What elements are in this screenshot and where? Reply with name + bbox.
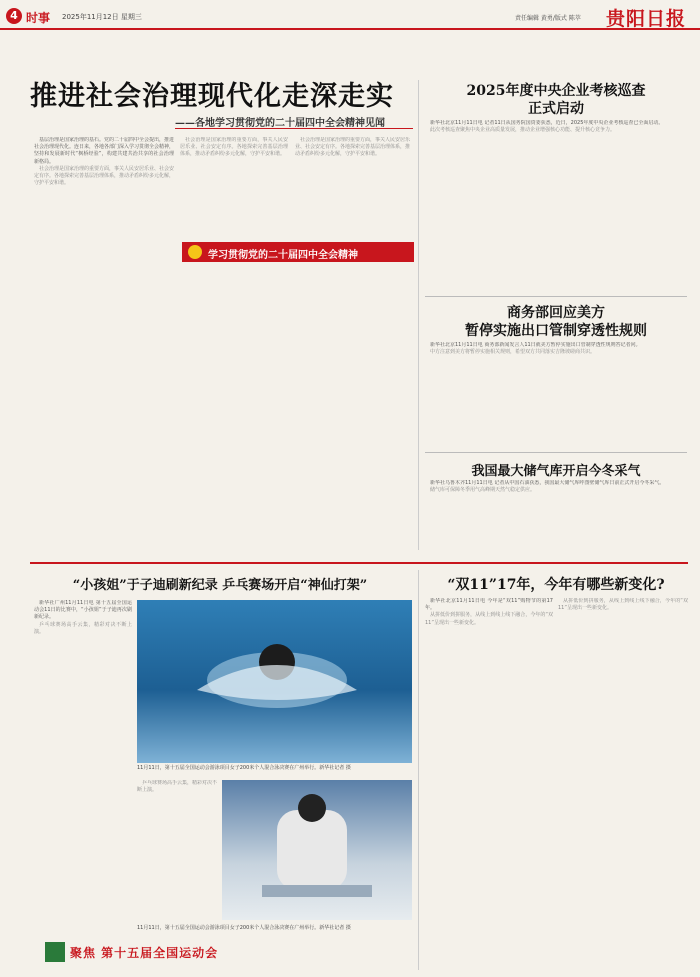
games-emblem-icon [45, 942, 65, 962]
storage-headline: 我国最大储气库开启今冬采气 [471, 464, 641, 479]
games-banner [45, 940, 235, 962]
double11-body-1: 新华社北京11月11日电 今年是“双11”购物节的第17年。 从拼低价到拼服务，从线上到线上线下融合，今年的“双11”呈现出一些新变化。 [425, 598, 553, 626]
swimming-photo [137, 600, 412, 763]
page-number: 4 [6, 8, 22, 24]
storage-body: 新华社乌鲁木齐11月11日电 记者从中国石油获悉，我国最大储气库呼图壁储气库日前正式开启今冬采气。 储气库可保障冬季用气高峰期天然气稳定供应。 [430, 480, 665, 494]
gas-headline: 商务部回应美方 暂停实施出口管制穿透性规则 [465, 305, 647, 339]
party-emblem-icon [188, 245, 202, 259]
study-banner [182, 242, 414, 262]
gas-body: 新华社北京11月11日电 商务部新闻发言人11日就美方暂停实施出口管制穿透性规则答记者问。 中方注意到美方将暂停实施相关规则，希望双方共同落实吉隆坡磋商共识。 [430, 342, 641, 356]
sports-column-2: 乒乓球赛场高手云集，精彩对决不断上演。 [137, 780, 217, 794]
lead-subtitle: ——各地学习贯彻党的二十届四中全会精神见闻 [175, 118, 385, 129]
double11-headline: “双11”17年，今年有哪些新变化? [447, 577, 665, 593]
double11-body-2: 从拼低价到拼服务，从线上到线上线下融合，今年的“双11”呈现出一些新变化。 [558, 598, 688, 612]
lead-filler: 社会治理是国家治理的重要方面，事关人民安居乐业、社会安定有序。各地探索完善基层治理体系，推动矛盾纠纷多元化解，守护平安和谐。 [34, 165, 174, 187]
sports-headline: “小孩姐”于子迪刷新纪录 乒乓赛场开启“神仙打架” [72, 578, 368, 593]
lead-column-3: 社会治理是国家治理的重要方面，事关人民安居乐业、社会安定有序。各地探索完善基层治理体系，推动矛盾纠纷多元化解，守护平安和谐。 [295, 137, 410, 158]
page-header [0, 0, 700, 30]
table-tennis-photo [222, 780, 412, 920]
banner-label: 学习贯彻党的二十届四中全会精神 [208, 250, 358, 261]
sports-body: 新华社广州11月11日电 第十五届全国运动会11日的比赛中，“小孩姐”于子迪再次刷新纪录。 乒乓球赛场高手云集，精彩对决不断上演。 [34, 600, 132, 635]
games-label: 聚焦 第十五届全国运动会 [70, 946, 219, 960]
newspaper-logo: 贵阳日报 [606, 8, 687, 30]
lead-column-2: 社会治理是国家治理的重要方面，事关人民安居乐业、社会安定有序。各地探索完善基层治理体系，推动矛盾纠纷多元化解，守护平安和谐。 [180, 137, 288, 158]
section-name: 时事 [26, 11, 51, 25]
lead-headline: 推进社会治理现代化走深走实 [30, 81, 394, 112]
issue-date: 2025年11月12日 星期三 [62, 13, 142, 21]
inspection-headline: 2025年度中央企业考核巡查 正式启动 [466, 83, 646, 117]
editors-line: 责任编辑 黄勇/版式 陈萃 [515, 15, 581, 22]
lead-para: 基层治理是国家治理的基石。党的二十届四中全会提出，推进社会治理现代化。连日来，各地各部门深入学习贯彻全会精神，坚持和发展新时代“枫桥经验”，构建共建共治共享的社会治理新格局。 [34, 137, 174, 165]
photo-caption-1: 11月11日，第十五届全国运动会游泳项目女子200米个人混合泳决赛在广州举行。新华社记者 摄 [137, 765, 351, 771]
photo-caption-2: 11月11日，第十五届全国运动会游泳项目女子200米个人混合泳决赛在广州举行。新华社记者 摄 [137, 925, 351, 931]
inspection-body: 新华社北京11月11日电 记者11日从国务院国资委获悉，近日，2025年度中央企业考核巡查已全面启动。 此次考核巡查聚焦中央企业高质量发展，推动企业增强核心功能、提升核心竞争力。 [430, 120, 664, 134]
